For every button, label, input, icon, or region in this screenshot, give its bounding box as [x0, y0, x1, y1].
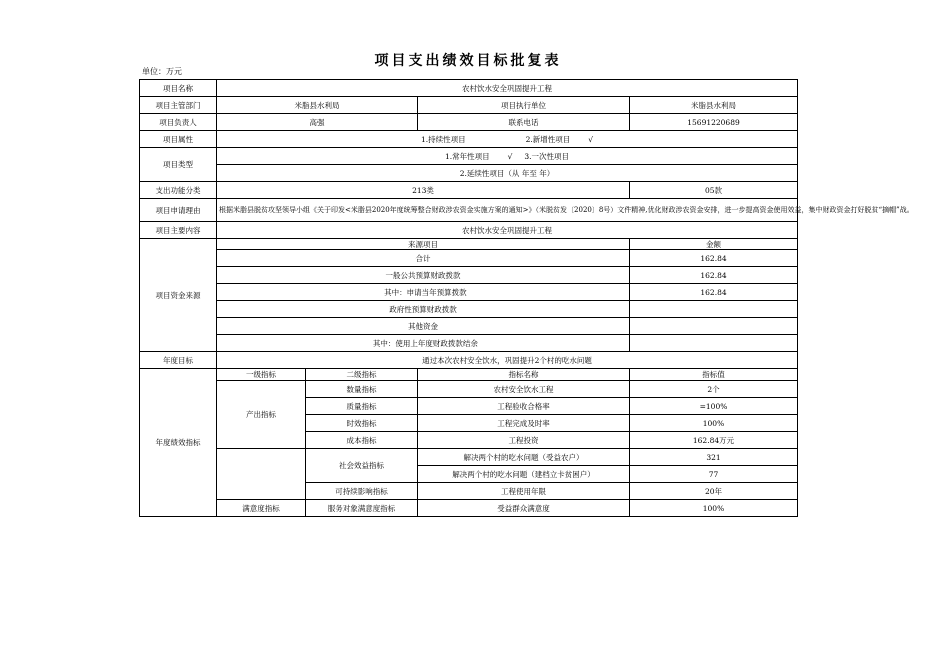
row-dept	[140, 97, 798, 114]
row-type-2	[140, 165, 798, 182]
page-title: 项目支出绩效目标批复表	[374, 53, 562, 69]
funding-item-amount: 162.84	[630, 284, 798, 301]
funding-item-name: 合计	[217, 250, 630, 267]
table-row	[140, 381, 798, 398]
performance-label: 年度绩效指标	[140, 369, 217, 517]
table-row	[140, 335, 798, 352]
unit-label: 单位：万元	[142, 67, 182, 76]
funding-item-amount	[630, 335, 798, 352]
funding-item-amount	[630, 318, 798, 335]
perf-l2: 质量指标	[306, 398, 418, 415]
exec-unit-label: 项目执行单位	[418, 97, 630, 114]
perf-l2: 成本指标	[306, 432, 418, 449]
content-value: 农村饮水安全巩固提升工程	[217, 222, 798, 239]
function-value2: 05款	[630, 182, 798, 199]
funding-item-name: 一般公共预算财政拨款	[217, 267, 630, 284]
perf-effect-blank	[217, 449, 306, 500]
dept-value: 米脂县水利局	[217, 97, 418, 114]
table-row	[140, 500, 798, 517]
type-options-1	[217, 148, 798, 165]
perf-value: 100%	[630, 415, 798, 432]
type-opt2: 2.延续性项目（从 年至 年）	[217, 165, 798, 182]
attribute-opt1: 1.持续性项目	[420, 134, 466, 144]
row-attribute	[140, 131, 798, 148]
phone-value: 15691220689	[630, 114, 798, 131]
perf-col-name: 指标名称	[418, 369, 630, 381]
reason-label: 项目申请理由	[140, 199, 217, 222]
project-name-value: 农村饮水安全巩固提升工程	[217, 80, 798, 97]
perf-value: 162.84万元	[630, 432, 798, 449]
annual-goal-value: 通过本次农村安全饮水，巩固提升2个村的吃水问题	[217, 352, 798, 369]
type-check: √	[507, 151, 513, 161]
row-person	[140, 114, 798, 131]
table-row	[140, 284, 798, 301]
row-reason	[140, 199, 798, 222]
person-value: 高强	[217, 114, 418, 131]
perf-name: 解决两个村的吃水问题（受益农户）	[418, 449, 630, 466]
perf-name: 受益群众满意度	[418, 500, 630, 517]
perf-name: 工程使用年限	[418, 483, 630, 500]
perf-l2: 可持续影响指标	[306, 483, 418, 500]
perf-name: 工程投资	[418, 432, 630, 449]
row-content	[140, 222, 798, 239]
type-label: 项目类型	[140, 148, 217, 182]
perf-benefit-label: 社会效益指标	[306, 449, 418, 483]
funding-item-amount: 162.84	[630, 250, 798, 267]
project-name-label: 项目名称	[140, 80, 217, 97]
perf-value: 77	[630, 466, 798, 483]
perf-name: 工程完成及时率	[418, 415, 630, 432]
function-value: 213类	[217, 182, 630, 199]
attribute-check: √	[588, 134, 594, 144]
person-label: 项目负责人	[140, 114, 217, 131]
type-opt3: 3.一次性项目	[524, 151, 570, 161]
perf-l2: 时效指标	[306, 415, 418, 432]
exec-unit-value: 米脂县水利局	[630, 97, 798, 114]
perf-value: =100%	[630, 398, 798, 415]
type-opt1: 1.常年性项目	[444, 151, 490, 161]
funding-label: 项目资金来源	[140, 239, 217, 352]
function-label: 支出功能分类	[140, 182, 217, 199]
funding-col-amount: 金额	[630, 239, 798, 250]
table-row	[140, 449, 798, 466]
row-perf-header	[140, 369, 798, 381]
annual-goal-label: 年度目标	[140, 352, 217, 369]
table-row	[140, 250, 798, 267]
funding-item-amount	[630, 301, 798, 318]
attribute-options	[217, 131, 798, 148]
perf-value: 20年	[630, 483, 798, 500]
perf-l2: 服务对象满意度指标	[306, 500, 418, 517]
funding-item-name: 其他资金	[217, 318, 630, 335]
funding-item-name: 政府性预算财政拨款	[217, 301, 630, 318]
reason-value: 根据米脂县脱贫攻坚领导小组《关于印发<米脂县2020年度统筹整合财政涉农资金实施方案的通知>》（米脱贫发〔2020〕8号）文件精神,优化财政涉农资金安排，进一步提高资金使用效益，集中财政资金打好脱贫“摘帽”战。	[217, 199, 798, 222]
dept-label: 项目主管部门	[140, 97, 217, 114]
row-function	[140, 182, 798, 199]
table-row	[140, 318, 798, 335]
table-row	[140, 267, 798, 284]
row-funding-header	[140, 239, 798, 250]
perf-satisfaction-label: 满意度指标	[217, 500, 306, 517]
perf-col-l2: 二级指标	[306, 369, 418, 381]
perf-col-value: 指标值	[630, 369, 798, 381]
funding-item-name: 其中：申请当年预算拨款	[217, 284, 630, 301]
table-row	[140, 301, 798, 318]
row-project-name	[140, 80, 798, 97]
perf-l2: 数量指标	[306, 381, 418, 398]
row-type-1	[140, 148, 798, 165]
perf-name: 农村安全饮水工程	[418, 381, 630, 398]
row-annual-goal	[140, 352, 798, 369]
perf-name: 工程验收合格率	[418, 398, 630, 415]
approval-table	[139, 79, 914, 517]
perf-output-label: 产出指标	[217, 381, 306, 449]
funding-item-name: 其中：使用上年度财政拨款结余	[217, 335, 630, 352]
attribute-label: 项目属性	[140, 131, 217, 148]
perf-value: 2个	[630, 381, 798, 398]
perf-value: 100%	[630, 500, 798, 517]
funding-col-source: 来源项目	[217, 239, 630, 250]
perf-col-l1: 一级指标	[217, 369, 306, 381]
content-label: 项目主要内容	[140, 222, 217, 239]
funding-item-amount: 162.84	[630, 267, 798, 284]
perf-name: 解决两个村的吃水问题（建档立卡贫困户）	[418, 466, 630, 483]
phone-label: 联系电话	[418, 114, 630, 131]
perf-value: 321	[630, 449, 798, 466]
attribute-opt2: 2.新增性项目	[525, 134, 571, 144]
